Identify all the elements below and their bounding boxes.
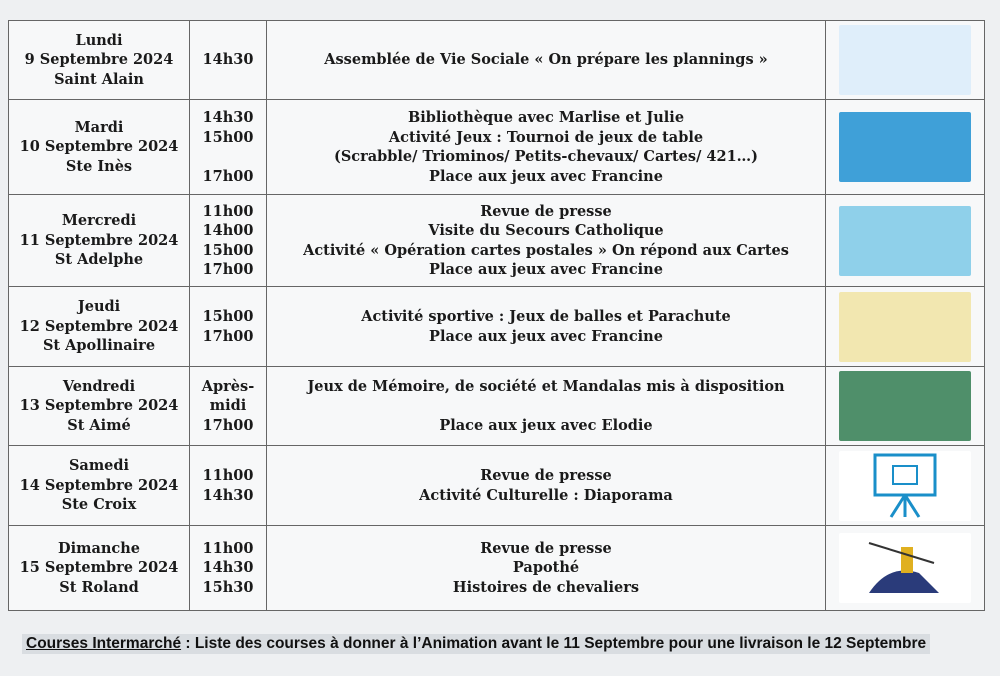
- time-cell: [190, 21, 267, 100]
- day-cell-line: St Aimé: [67, 416, 131, 434]
- board-game-photo: [839, 112, 971, 182]
- activity-cell-line: Activité Culturelle : Diaporama: [419, 486, 673, 504]
- activity-cell-line: Place aux jeux avec Francine: [429, 261, 663, 278]
- activity-cell-line: Activité Jeux : Tournoi de jeux de table: [388, 128, 704, 146]
- day-cell-line: 12 Septembre 2024: [19, 317, 179, 335]
- image-cell: [826, 195, 985, 287]
- day-cell-line: St Roland: [59, 578, 139, 596]
- day-cell-line: 13 Septembre 2024: [19, 397, 179, 415]
- image-cell: [826, 287, 985, 367]
- scrabble-photo: [839, 371, 971, 441]
- activity-cell: [267, 21, 826, 100]
- day-cell-line: 9 Septembre 2024: [24, 51, 174, 69]
- time-cell-line: 14h30: [202, 51, 254, 69]
- activity-cell-line: Place aux jeux avec Elodie: [439, 416, 653, 434]
- day-cell: [9, 21, 190, 100]
- day-cell-line: 11 Septembre 2024: [19, 231, 179, 249]
- day-cell-line: Ste Inès: [65, 157, 133, 175]
- day-cell: [9, 526, 190, 611]
- meeting-illustration: [839, 25, 971, 95]
- day-cell-line: Dimanche: [58, 539, 140, 557]
- time-cell: [190, 526, 267, 611]
- time-cell-line: 17h00: [202, 327, 254, 345]
- day-cell-line: Jeudi: [77, 298, 121, 316]
- day-cell: [9, 446, 190, 526]
- activity-cell: [267, 195, 826, 287]
- day-cell-line: Ste Croix: [61, 496, 137, 514]
- footer-label: Courses Intermarché: [26, 635, 182, 652]
- time-cell-line: 14h30: [202, 109, 254, 126]
- schedule-row: [9, 195, 985, 287]
- day-cell-line: Samedi: [68, 457, 130, 475]
- schedule-row: [9, 287, 985, 367]
- activity-cell: [267, 287, 826, 367]
- time-cell-line: 14h00: [202, 222, 254, 239]
- activity-cell-line: Assemblée de Vie Sociale « On prépare les plannings »: [324, 51, 768, 69]
- activity-cell-line: Histoires de chevaliers: [452, 578, 640, 596]
- activity-cell: [267, 367, 826, 446]
- day-cell-line: Lundi: [75, 31, 123, 49]
- time-cell-line: Après-: [201, 377, 255, 395]
- time-cell-line: 15h00: [202, 128, 254, 146]
- time-cell-line: 17h00: [202, 261, 254, 278]
- activity-cell-line: Activité sportive : Jeux de balles et Parachute: [361, 308, 731, 325]
- activity-cell-line: Papothé: [512, 559, 580, 577]
- image-cell: [826, 367, 985, 446]
- day-cell: [9, 195, 190, 287]
- projector-screen-icon: [839, 451, 971, 521]
- activity-cell-line: Activité « Opération cartes postales » On répond aux Cartes: [303, 241, 789, 259]
- parachute-game-photo: [839, 292, 971, 362]
- footer-note: [22, 634, 930, 654]
- day-cell-line: Saint Alain: [54, 70, 144, 88]
- schedule-row: [9, 21, 985, 100]
- activity-cell-line: Revue de presse: [480, 467, 612, 484]
- knight-on-horse-illustration: [839, 533, 971, 603]
- time-cell-line: 11h00: [202, 467, 254, 484]
- image-cell: [826, 446, 985, 526]
- activity-cell: [267, 446, 826, 526]
- image-cell: [826, 100, 985, 195]
- time-cell: [190, 287, 267, 367]
- time-cell: [190, 367, 267, 446]
- time-cell-line: [190, 147, 266, 167]
- activity-cell-line: Revue de presse: [480, 539, 612, 557]
- day-cell-line: Vendredi: [62, 377, 136, 395]
- day-cell-line: 15 Septembre 2024: [19, 559, 179, 577]
- activity-cell-line: Visite du Secours Catholique: [428, 222, 664, 239]
- activity-cell-line: Revue de presse: [480, 202, 612, 220]
- schedule-row: [9, 367, 985, 446]
- activity-cell: [267, 100, 826, 195]
- time-cell: [190, 446, 267, 526]
- day-cell-line: St Adelphe: [54, 251, 144, 269]
- day-cell: [9, 367, 190, 446]
- day-cell-line: 10 Septembre 2024: [19, 138, 179, 156]
- schedule-row: [9, 526, 985, 611]
- weekly-schedule-table: [8, 20, 985, 611]
- image-cell: [826, 526, 985, 611]
- activity-cell-line: Jeux de Mémoire, de société et Mandalas mis à disposition: [307, 377, 785, 395]
- time-cell-line: 14h30: [202, 486, 254, 504]
- activity-cell-line: Place aux jeux avec Francine: [429, 167, 663, 185]
- bonjour-de-france-postcard: [839, 206, 971, 276]
- activity-cell: [267, 526, 826, 611]
- activity-cell-line: Place aux jeux avec Francine: [429, 327, 663, 345]
- time-cell-line: 15h00: [202, 308, 254, 325]
- time-cell-line: 17h00: [202, 416, 254, 434]
- activity-cell-line: [267, 396, 825, 416]
- time-cell-line: 17h00: [202, 167, 254, 185]
- time-cell: [190, 100, 267, 195]
- time-cell-line: 15h30: [202, 578, 254, 596]
- time-cell-line: 11h00: [202, 202, 254, 220]
- day-cell-line: 14 Septembre 2024: [19, 476, 179, 494]
- day-cell: [9, 100, 190, 195]
- time-cell-line: 15h00: [202, 241, 254, 259]
- day-cell-line: St Apollinaire: [42, 337, 156, 355]
- schedule-row: [9, 446, 985, 526]
- day-cell: [9, 287, 190, 367]
- time-cell-line: midi: [209, 397, 247, 415]
- day-cell-line: Mercredi: [61, 212, 137, 230]
- activity-cell-line: (Scrabble/ Triominos/ Petits-chevaux/ Cartes/ 421…): [333, 148, 759, 165]
- time-cell-line: 14h30: [202, 559, 254, 577]
- footer-text: : Liste des courses à donner à l’Animation avant le 11 Septembre pour une livraison le 12 Septembre: [181, 635, 927, 652]
- image-cell: [826, 21, 985, 100]
- schedule-row: [9, 100, 985, 195]
- activity-cell-line: Bibliothèque avec Marlise et Julie: [407, 109, 685, 126]
- time-cell: [190, 195, 267, 287]
- day-cell-line: Mardi: [74, 118, 124, 136]
- time-cell-line: 11h00: [202, 539, 254, 557]
